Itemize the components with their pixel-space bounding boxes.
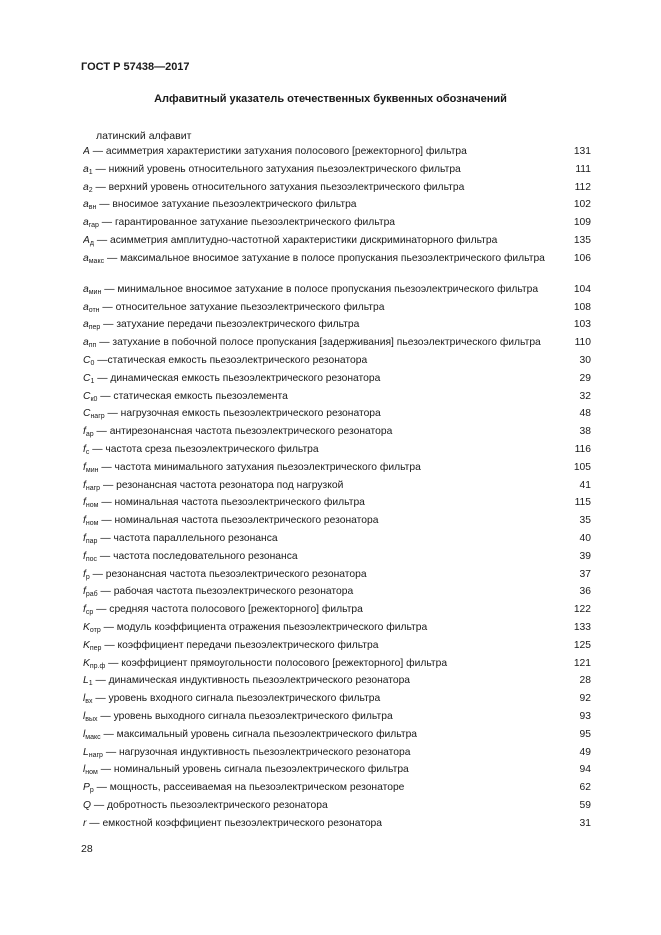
entry-text — [83, 711, 551, 723]
entry-page: 108 — [573, 301, 591, 313]
entry-description: — вносимое затухание пьезоэлектрического фильтра — [96, 199, 357, 211]
entry-symbol: L — [83, 675, 89, 687]
entry-symbol: l — [83, 728, 86, 740]
index-entry — [83, 586, 591, 604]
entry-description: — номинальный уровень сигнала пьезоэлектрического фильтра — [97, 764, 409, 776]
entry-page: 59 — [579, 799, 591, 811]
entry-page: 135 — [573, 234, 591, 246]
index-entry — [83, 426, 591, 444]
entry-symbol: l — [83, 710, 86, 722]
entry-page: 112 — [574, 181, 591, 193]
page-title: Алфавитный указатель отечественных буквенных обозначений — [154, 93, 507, 105]
entry-description: — коэффициент передачи пьезоэлектрического фильтра — [101, 639, 379, 651]
entry-text — [83, 199, 551, 211]
document-header: ГОСТ Р 57438—2017 — [81, 61, 190, 73]
entry-description: — затухание передачи пьезоэлектрического фильтра — [100, 319, 360, 331]
index-entry — [83, 782, 591, 800]
index-entry — [83, 182, 591, 200]
entry-symbol: f — [83, 497, 86, 509]
entry-page: 122 — [573, 604, 591, 616]
index-entry — [83, 693, 591, 711]
entry-page: 115 — [574, 497, 591, 509]
entry-subscript: пр.ф — [89, 662, 106, 670]
entry-symbol: a — [83, 319, 89, 331]
index-entry — [83, 408, 591, 426]
entry-page: 36 — [579, 586, 591, 598]
entry-page: 35 — [579, 515, 591, 527]
entry-page: 94 — [579, 764, 591, 776]
entry-description: — асимметрия амплитудно-частотной характеристики дискриминаторного фильтра — [93, 234, 498, 246]
entry-symbol: C — [83, 408, 91, 420]
entry-description: — номинальная частота пьезоэлектрического резонатора — [98, 515, 379, 527]
entry-text — [83, 764, 551, 776]
entry-subscript: 2 — [88, 186, 93, 194]
entry-description: — резонансная частота пьезоэлектрического резонатора — [89, 568, 367, 580]
entry-subscript: 1 — [88, 168, 93, 176]
index-entry — [83, 764, 591, 782]
entry-description: — динамическая емкость пьезоэлектрического резонатора — [94, 372, 381, 384]
entry-subscript: к0 — [90, 395, 98, 403]
entry-page: 62 — [579, 782, 591, 794]
entry-symbol: a — [83, 252, 89, 264]
entry-text — [83, 373, 551, 385]
entry-symbol: L — [83, 746, 89, 758]
entry-text — [83, 604, 551, 616]
entry-symbol: a — [83, 163, 89, 175]
index-entry — [83, 284, 591, 302]
index-entry — [83, 462, 591, 480]
entry-description: — уровень входного сигнала пьезоэлектрического фильтра — [92, 693, 381, 705]
entry-text — [83, 146, 551, 158]
entry-page: 38 — [579, 426, 591, 438]
entry-page: 131 — [573, 146, 591, 157]
entry-text — [83, 302, 551, 314]
entry-page: 121 — [573, 657, 591, 669]
entry-symbol: f — [83, 426, 86, 438]
index-list — [83, 146, 591, 835]
entry-page: 116 — [574, 443, 591, 455]
entry-text — [83, 337, 551, 349]
section-subtitle: латинский алфавит — [96, 130, 192, 142]
entry-text — [83, 497, 551, 509]
entry-text — [83, 782, 551, 794]
entry-symbol: a — [83, 217, 89, 229]
entry-page: 133 — [573, 621, 591, 633]
entry-description: — добротность пьезоэлектрического резонатора — [91, 799, 328, 811]
entry-symbol: a — [83, 301, 89, 313]
index-entry — [83, 675, 591, 693]
entry-text — [83, 480, 551, 492]
entry-text — [83, 586, 551, 598]
index-entry — [83, 747, 591, 765]
entry-description: — затухание в побочной полосе пропускания [задерживания] пьезоэлектрического фильтра — [96, 337, 541, 349]
entry-text — [83, 533, 551, 545]
entry-subscript: вх — [85, 698, 93, 706]
entry-subscript: нагр — [88, 751, 103, 759]
entry-subscript: макс — [85, 733, 101, 741]
entry-description: — нагрузочная емкость пьезоэлектрического резонатора — [104, 408, 381, 420]
entry-page: 109 — [573, 217, 591, 229]
entry-subscript: нагр — [90, 413, 105, 421]
entry-subscript: р — [85, 573, 90, 581]
entry-page: 105 — [573, 461, 591, 473]
entry-subscript: мин — [88, 288, 102, 296]
entry-text — [83, 818, 551, 830]
entry-subscript: 1 — [88, 680, 93, 688]
index-entry — [83, 199, 591, 217]
entry-symbol: C — [83, 372, 91, 384]
entry-subscript: д — [89, 239, 94, 247]
entry-symbol: a — [83, 283, 89, 295]
entry-symbol: C — [83, 354, 91, 366]
index-entry — [83, 497, 591, 515]
page-number: 28 — [81, 843, 93, 855]
entry-symbol: f — [83, 550, 86, 562]
entry-text — [83, 747, 551, 759]
index-entry — [83, 480, 591, 498]
entry-description: — резонансная частота резонатора под нагрузкой — [100, 479, 344, 491]
entry-subscript: гар — [88, 222, 99, 230]
entry-subscript: ср — [85, 609, 94, 617]
entry-subscript: ном — [85, 502, 99, 510]
entry-symbol: Q — [83, 799, 92, 811]
entry-subscript: 0 — [90, 359, 95, 367]
entry-subscript: пос — [85, 555, 98, 563]
index-entry — [83, 533, 591, 551]
entry-subscript: с — [85, 448, 90, 456]
entry-text — [83, 408, 551, 420]
entry-description: — мощность, рассеиваемая на пьезоэлектрическом резонаторе — [93, 782, 405, 794]
entry-text — [83, 319, 551, 331]
entry-page: 31 — [579, 817, 591, 829]
entry-description: — коэффициент прямоугольности полосового [режекторного] фильтра — [105, 657, 448, 669]
entry-page: 92 — [579, 693, 591, 705]
entry-description: — динамическая индуктивность пьезоэлектрического резонатора — [92, 675, 411, 687]
entry-page: 110 — [574, 337, 591, 349]
entry-subscript: р — [89, 787, 94, 795]
entry-text — [83, 253, 551, 265]
entry-text — [83, 164, 551, 176]
entry-description: — частота последовательного резонанса — [97, 550, 298, 562]
index-entry — [83, 515, 591, 533]
entry-symbol: K — [83, 621, 90, 633]
entry-page: 37 — [579, 568, 591, 580]
entry-subscript: вых — [85, 715, 98, 723]
entry-description: — статическая емкость пьезоэлемента — [97, 390, 288, 402]
entry-text — [83, 217, 551, 229]
entry-text — [83, 355, 551, 367]
entry-subscript: отн — [88, 306, 100, 314]
entry-page: 32 — [579, 390, 591, 402]
entry-symbol: r — [83, 817, 87, 829]
entry-page: 103 — [573, 319, 591, 331]
entry-subscript: ном — [85, 520, 99, 528]
entry-page: 28 — [579, 675, 591, 687]
index-entry — [83, 355, 591, 373]
entry-text — [83, 235, 551, 247]
entry-symbol: f — [83, 461, 86, 473]
entry-page: 39 — [579, 550, 591, 562]
entry-description: — максимальное вносимое затухание в полосе пропускания пьезоэлектрического фильтра — [104, 252, 545, 264]
index-entry — [83, 302, 591, 320]
index-entry — [83, 551, 591, 569]
index-entry — [83, 729, 591, 747]
entry-description: — относительное затухание пьезоэлектрического фильтра — [99, 301, 385, 313]
entry-description: — антирезонансная частота пьезоэлектрического резонатора — [93, 426, 393, 438]
entry-description: — рабочая частота пьезоэлектрического резонатора — [97, 586, 354, 598]
entry-description: — модуль коэффициента отражения пьезоэлектрического фильтра — [100, 621, 428, 633]
entry-description: — минимальное вносимое затухание в полосе пропускания пьезоэлектрического фильтра — [101, 283, 539, 295]
entry-page: 29 — [579, 372, 591, 384]
entry-description: — верхний уровень относительного затухания пьезоэлектрического фильтра — [92, 181, 465, 193]
entry-text — [83, 729, 551, 741]
entry-subscript: раб — [85, 591, 98, 599]
entry-symbol: a — [83, 181, 89, 193]
entry-page: 93 — [579, 710, 591, 722]
entry-subscript: пп — [88, 342, 97, 350]
entry-description: — нижний уровень относительного затухания пьезоэлектрического фильтра — [92, 163, 461, 175]
index-entry — [83, 164, 591, 182]
entry-page: 30 — [579, 354, 591, 366]
entry-symbol: f — [83, 443, 86, 455]
entry-description: — частота среза пьезоэлектрического фильтра — [89, 443, 319, 455]
entry-symbol: f — [83, 515, 86, 527]
entry-text — [83, 426, 551, 438]
entry-subscript: пер — [89, 644, 102, 652]
entry-description: — гарантированное затухание пьезоэлектрического фильтра — [98, 217, 396, 229]
entry-text — [83, 693, 551, 705]
entry-text — [83, 462, 551, 474]
index-entry — [83, 235, 591, 253]
entry-symbol: a — [83, 199, 89, 211]
entry-text — [83, 284, 551, 296]
entry-symbol: a — [83, 337, 89, 349]
entry-page: 48 — [579, 408, 591, 420]
entry-text — [83, 622, 551, 634]
entry-symbol: f — [83, 604, 86, 616]
entry-symbol: P — [83, 782, 90, 794]
index-entry — [83, 800, 591, 818]
entry-page: 111 — [575, 163, 591, 175]
entry-description: — нагрузочная индуктивность пьезоэлектрического резонатора — [102, 746, 411, 758]
entry-description: — частота минимального затухания пьезоэлектрического фильтра — [98, 461, 421, 473]
entry-subscript: отр — [89, 626, 101, 634]
index-entry — [83, 391, 591, 409]
entry-subscript: 1 — [90, 377, 95, 385]
entry-text — [83, 444, 551, 456]
entry-symbol: A — [83, 146, 90, 157]
entry-subscript: пар — [85, 537, 98, 545]
entry-description: —статическая емкость пьезоэлектрического резонатора — [94, 354, 368, 366]
index-entry — [83, 622, 591, 640]
entry-page: 95 — [579, 728, 591, 740]
entry-description: — средняя частота полосового [режекторного] фильтра — [93, 604, 363, 616]
index-entry — [83, 146, 591, 164]
entry-subscript: нагр — [85, 484, 101, 492]
entry-page: 49 — [579, 746, 591, 758]
entry-symbol: l — [83, 693, 86, 705]
entry-symbol: l — [83, 764, 86, 776]
entry-description: — асимметрия характеристики затухания полосового [режекторного] фильтра — [89, 146, 467, 157]
entry-subscript: ар — [85, 431, 94, 439]
index-entry — [83, 319, 591, 337]
entry-page: 125 — [573, 639, 591, 651]
entry-text — [83, 658, 551, 670]
entry-text — [83, 551, 551, 563]
entry-symbol: K — [83, 657, 90, 669]
entry-subscript: вн — [88, 204, 97, 212]
entry-subscript: пер — [88, 324, 101, 332]
entry-text — [83, 800, 551, 812]
index-entry — [83, 569, 591, 587]
index-entry — [83, 217, 591, 235]
entry-page: 104 — [573, 283, 591, 295]
index-entry — [83, 818, 591, 836]
index-entry — [83, 444, 591, 462]
index-entry — [83, 640, 591, 658]
entry-subscript: ном — [85, 769, 98, 777]
entry-description: — уровень выходного сигнала пьезоэлектрического фильтра — [97, 710, 393, 722]
entry-symbol: f — [83, 532, 86, 544]
entry-symbol: C — [83, 390, 91, 402]
entry-symbol: f — [83, 479, 86, 491]
entry-text — [83, 515, 551, 527]
entry-text — [83, 182, 551, 194]
entry-description: — емкостной коэффициент пьезоэлектрического резонатора — [86, 817, 383, 829]
index-entry — [83, 604, 591, 622]
entry-symbol: f — [83, 568, 86, 580]
entry-page: 40 — [579, 532, 591, 544]
entry-page: 41 — [579, 479, 591, 491]
entry-symbol: f — [83, 586, 86, 598]
index-entry — [83, 658, 591, 676]
index-entry — [83, 711, 591, 729]
entry-text — [83, 675, 551, 687]
entry-description: — номинальная частота пьезоэлектрического фильтра — [98, 497, 365, 509]
entry-symbol: K — [83, 639, 90, 651]
entry-page: 106 — [573, 252, 591, 264]
entry-text — [83, 640, 551, 652]
entry-text — [83, 569, 551, 581]
entry-subscript: макс — [88, 257, 105, 265]
entry-page: 102 — [573, 199, 591, 211]
entry-description: — частота параллельного резонанса — [97, 532, 278, 544]
index-entry — [83, 253, 591, 284]
entry-subscript: мин — [85, 466, 99, 474]
index-entry — [83, 337, 591, 355]
entry-description: — максимальный уровень сигнала пьезоэлектрического фильтра — [100, 728, 418, 740]
index-entry — [83, 373, 591, 391]
entry-text — [83, 391, 551, 403]
entry-symbol: A — [83, 234, 90, 246]
